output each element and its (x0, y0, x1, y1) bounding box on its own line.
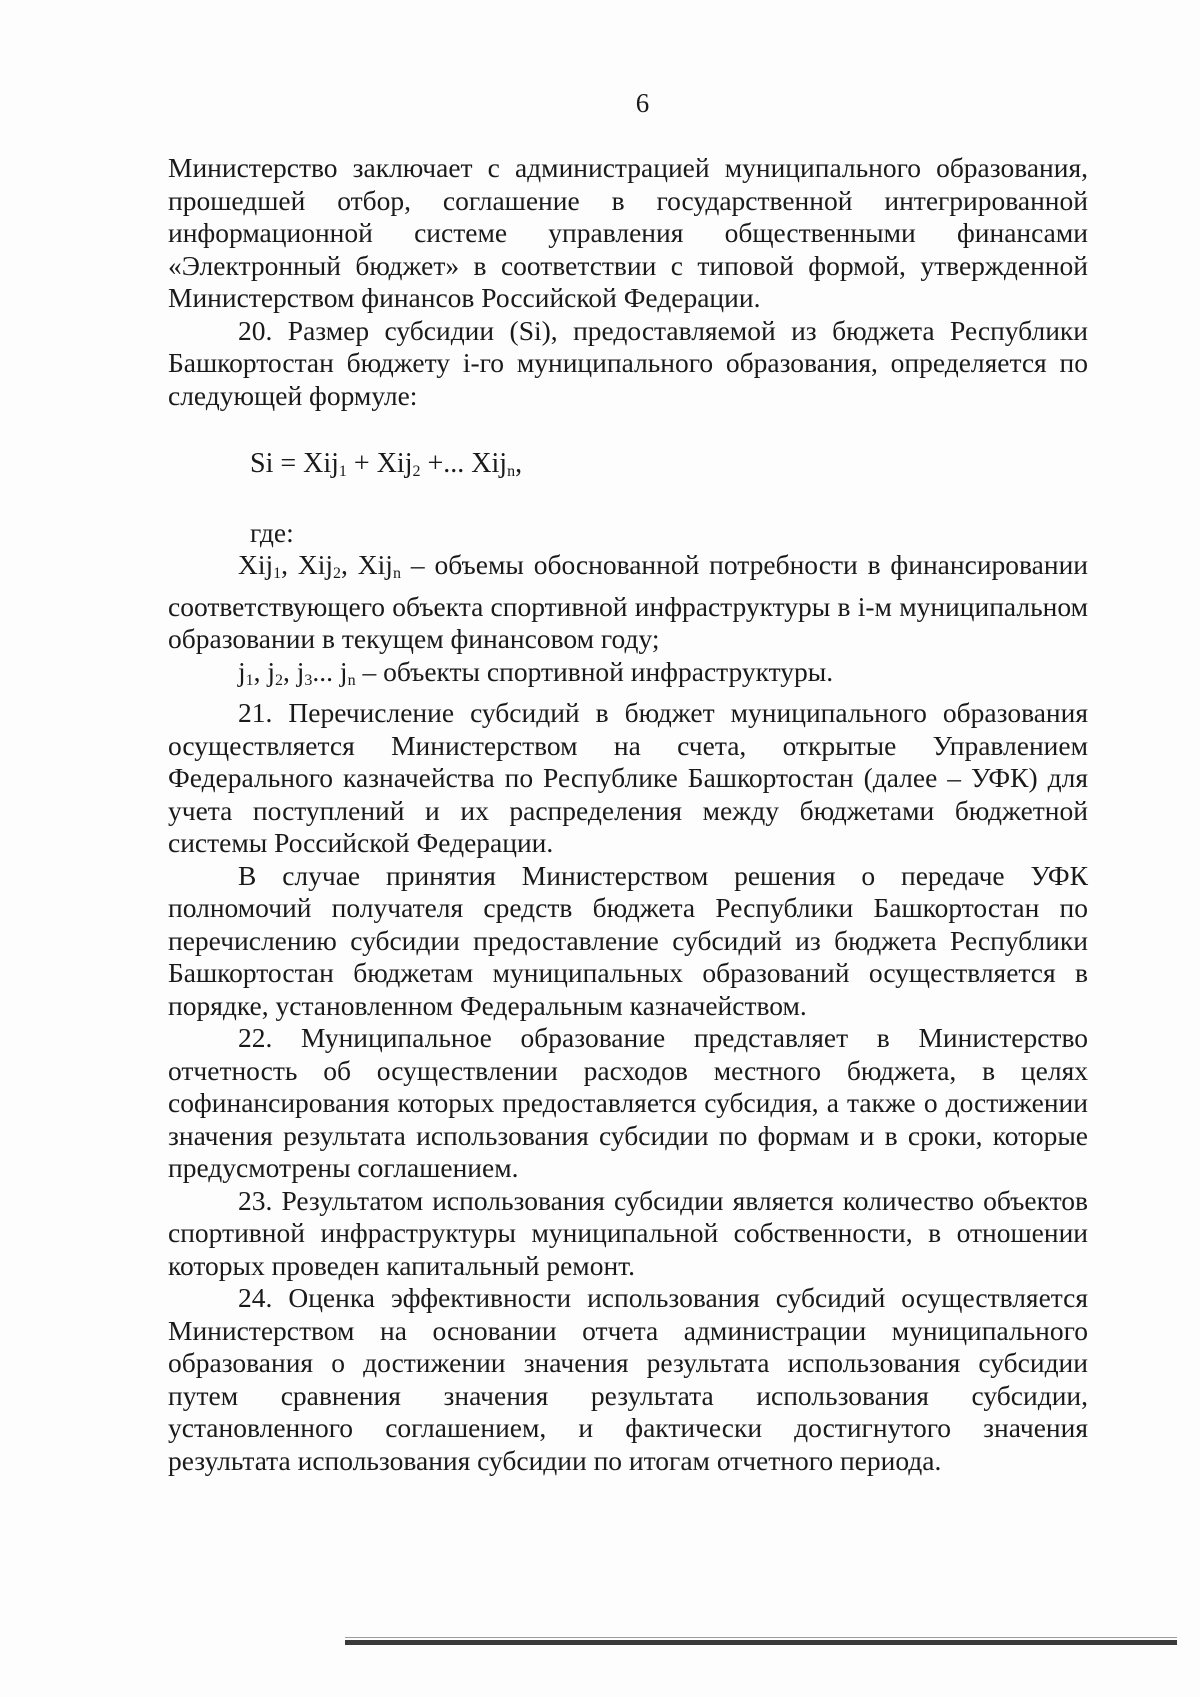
def-j-text: – объекты спортивной инфраструктуры. (355, 655, 834, 687)
paragraph-agreement: Министерство заключает с администрацией муниципального образования, прошедшей отбор, соглашение в государственной интегрированной информационной системе управления общественными финансами «Электронный бюджет» в соответствии с типовой формой, утвержденной Министерством финансов Российской Федерации. (168, 152, 1088, 313)
def-x1: Xij (238, 549, 274, 580)
def-j2: , j (253, 655, 276, 687)
paragraph-22: 22. Муниципальное образование представляет в Министерство отчетность об осуществлении расходов местного бюджета, в целях софинансирования которых предоставляется субсидия, а также о достижении значения результата использования субсидии по формам и в сроки, которые предусмотрены соглашением. (168, 1022, 1088, 1183)
where-label: где: (250, 516, 294, 548)
def-x3: , Xij (341, 549, 393, 580)
formula-plus-2: +... Xij (420, 448, 508, 479)
footer-scan-line-thin (345, 1637, 1177, 1638)
paragraph-21: 21. Перечисление субсидий в бюджет муниципального образования осуществляется Министерством на счета, открытые Управлением Федерального казначейства по Республике Башкортостан (далее – УФК) для учета поступлений и их распределения между бюджетами бюджетной системы Российской Федерации. (168, 697, 1088, 858)
def-j3: , j (283, 655, 305, 687)
def-x1-sub: 1 (273, 565, 282, 582)
subsidy-formula (168, 448, 1088, 489)
def-jn-sub: n (347, 671, 356, 689)
def-x2-sub: 2 (333, 565, 342, 582)
def-x3-sub: n (392, 565, 401, 582)
def-j3-sub: 3 (304, 671, 313, 689)
formula-sub-1: 1 (338, 463, 347, 480)
formula-plus-1: + Xij (346, 448, 413, 479)
def-j1: j (238, 655, 246, 687)
definition-x (168, 549, 1088, 656)
def-x2: , Xij (281, 549, 334, 580)
paragraph-20: 20. Размер субсидии (Si), предоставляемой из бюджета Республики Башкортостан бюджету i-го муниципального образования, определяется по следующей формуле: (168, 314, 1088, 411)
def-x-text: – объемы обоснованной потребности в финансировании соответствующего объекта спортивной инфраструктуры в i-м муниципальном образовании в текущем финансовом году; (168, 549, 1089, 654)
formula-lead: Si = Xij (250, 448, 339, 479)
formula-tail: , (515, 448, 523, 479)
paragraph-24: 24. Оценка эффективности использования субсидий осуществляется Министерством на основании отчета администрации муниципального образования о достижении значения результата использования субсидии путем сравнения значения результата использования субсидии, установленного соглашением, и фактически достигнутого значения результата использования субсидии по итогам отчетного периода. (168, 1282, 1088, 1476)
page-number: 6 (635, 88, 650, 118)
formula-sub-2: 2 (412, 463, 421, 480)
def-j1-sub: 1 (245, 671, 254, 689)
paragraph-21-continued: В случае принятия Министерством решения о передаче УФК полномочий получателя средств бюджета Республики Башкортостан по перечислению субсидии предоставление субсидий из бюджета Республики Башкортостан бюджетам муниципальных образований осуществляется в порядке, установленном Федеральным казначейством. (168, 859, 1088, 1021)
def-j2-sub: 2 (275, 671, 284, 689)
def-jn: ... j (312, 655, 348, 687)
formula-sub-n: n (507, 463, 516, 480)
document-body (168, 152, 1088, 1477)
definition-j (168, 656, 1088, 698)
footer-scan-line (345, 1640, 1177, 1645)
paragraph-23: 23. Результатом использования субсидии является количество объектов спортивной инфраструктуры муниципальной собственности, в отношении которых проведен капитальный ремонт. (168, 1184, 1088, 1281)
